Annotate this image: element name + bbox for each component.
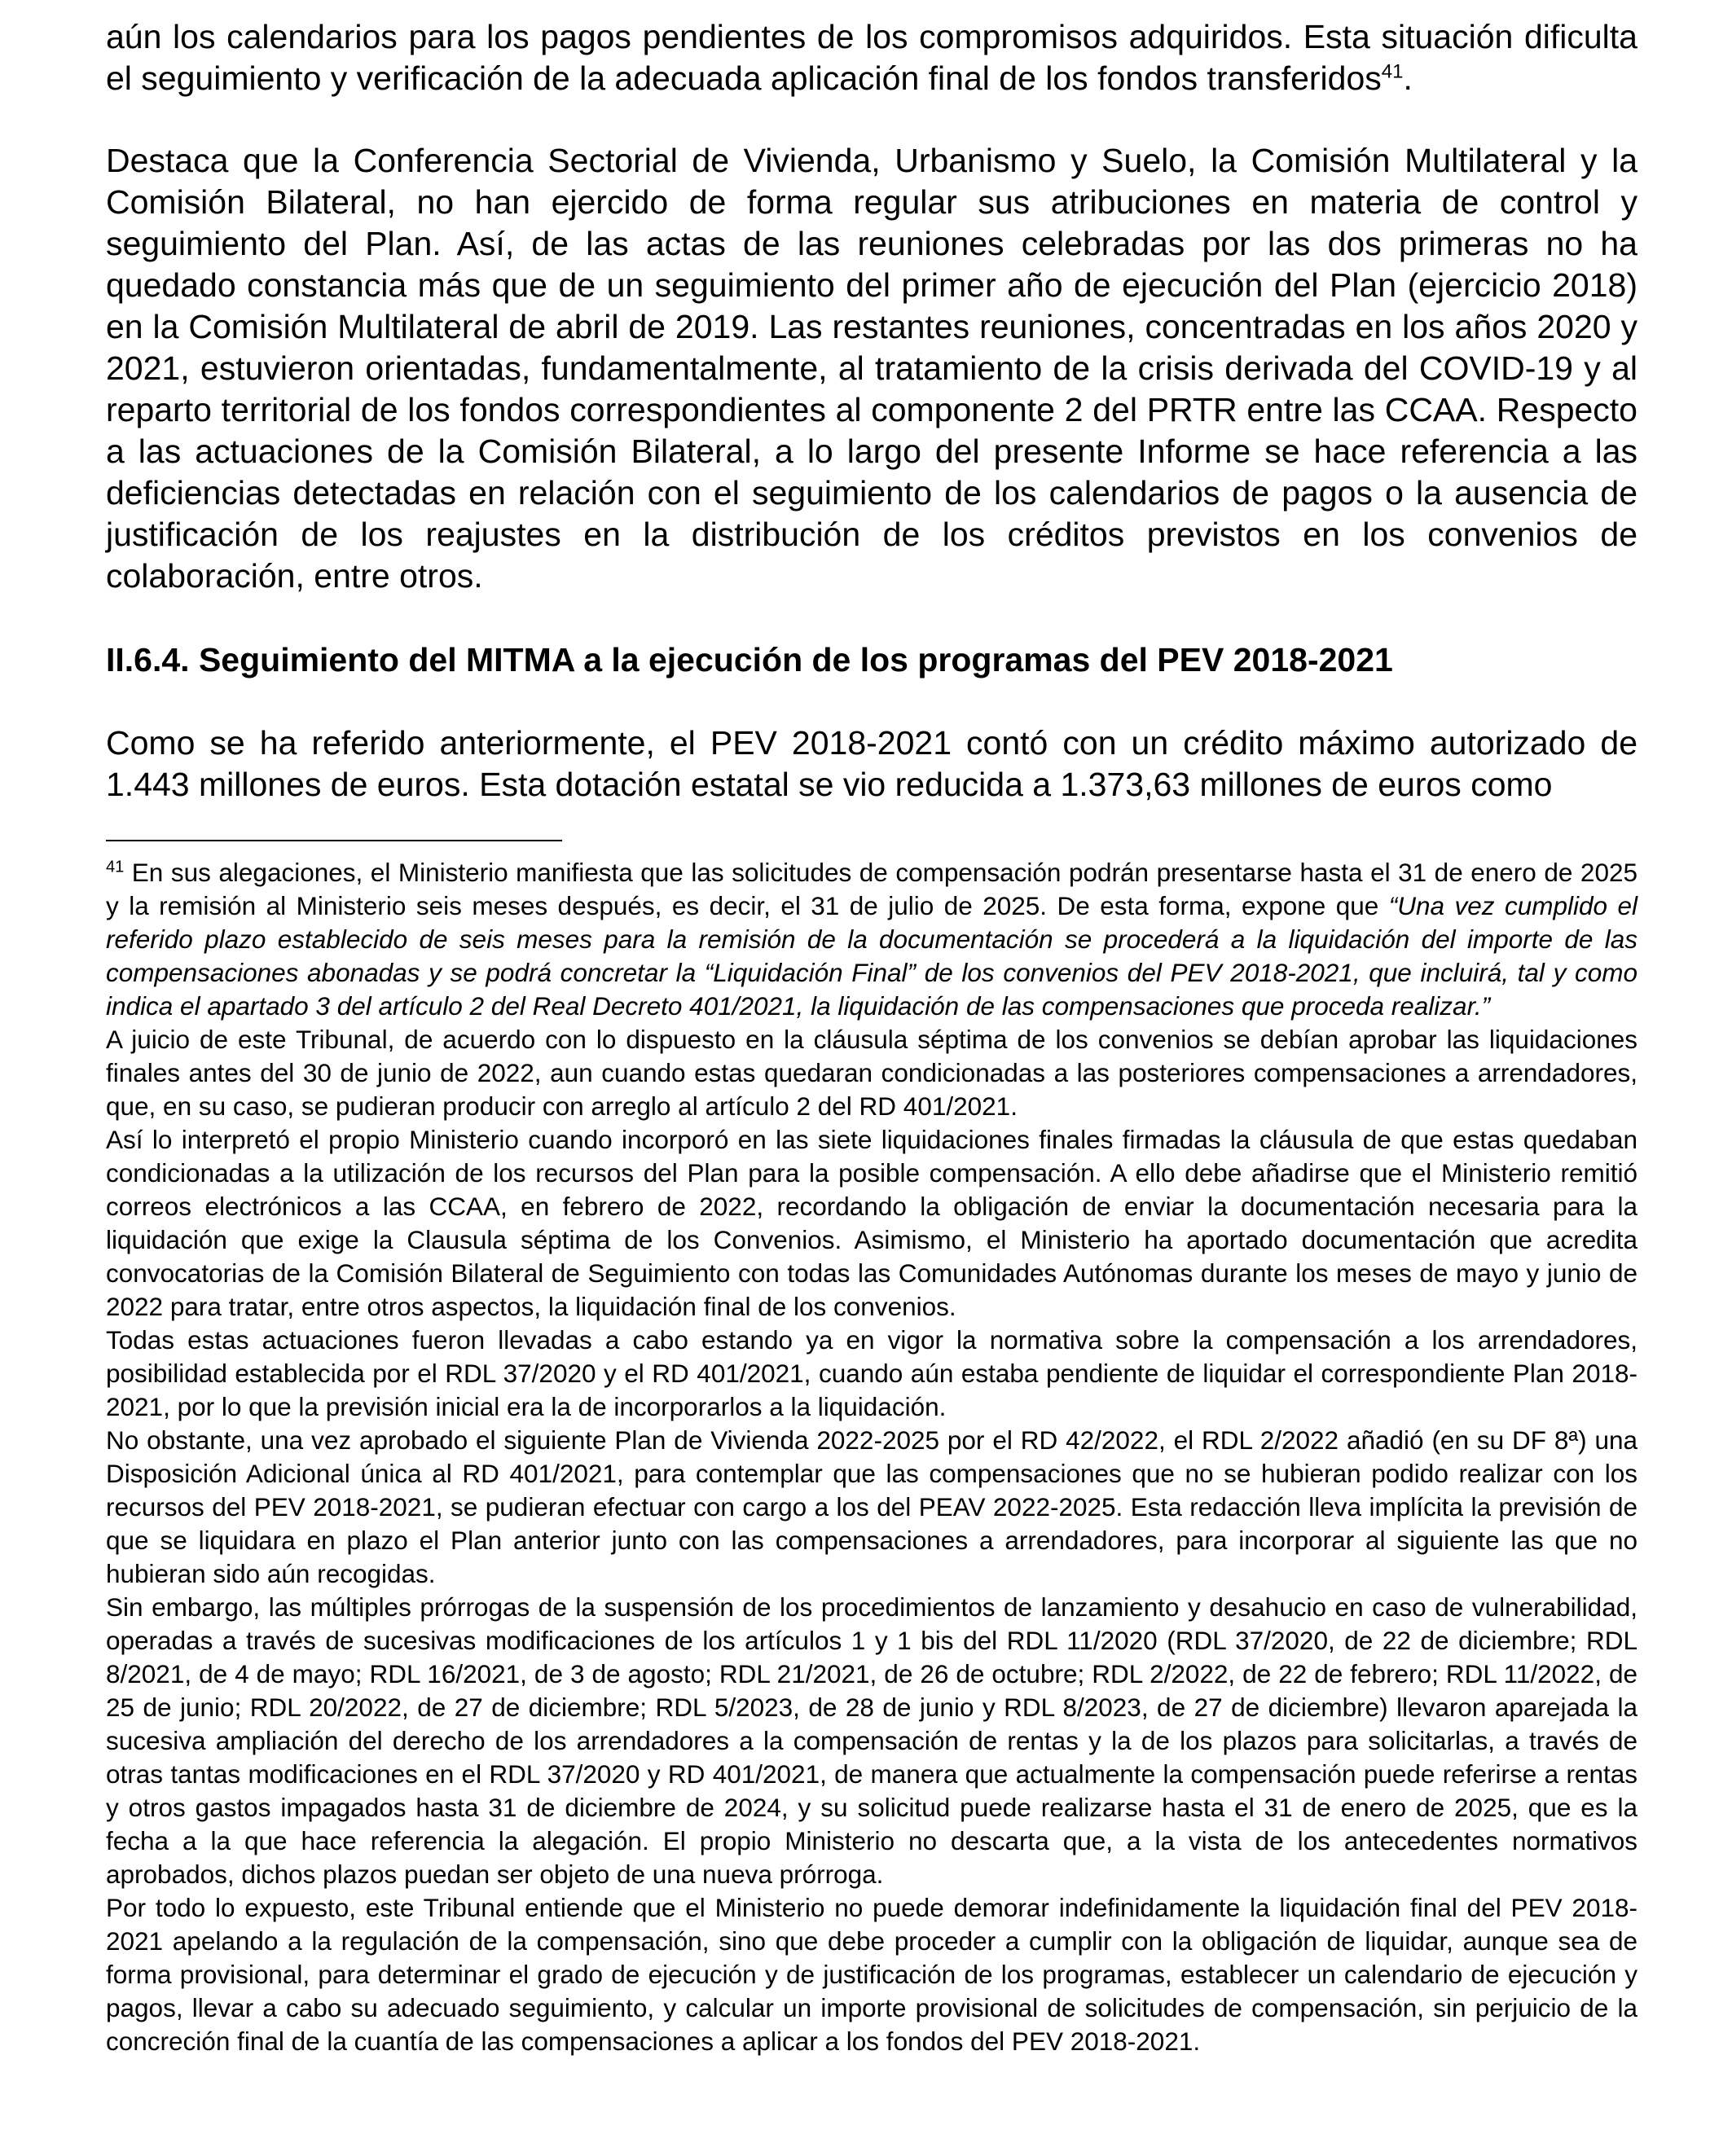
- body-paragraph-3: Como se ha referido anteriormente, el PEV 2018-2021 contó con un crédito máximo autorizado de 1.443 millones de euros. Esta dotación estatal se vio reducida a 1.373,63 millones de euros como: [106, 724, 1637, 803]
- footnote-paragraph-1: [106, 856, 1637, 1023]
- footnote-paragraph-3: Así lo interpretó el propio Ministerio cuando incorporó en las siete liquidaciones finales firmadas la cláusula de que estas quedaban condicionadas a la utilización de los recursos del Plan para la posible compensación. A ello debe añadirse que el Ministerio remitió correos electrónicos a las CCAA, en febrero de 2022, recordando la obligación de enviar la documentación necesaria para la liquidación que exige la Clausula séptima de los Convenios. Asimismo, el Ministerio ha aportado documentación que acredita convocatorias de la Comisión Bilateral de Seguimiento con todas las Comunidades Autónomas durante los meses de mayo y junio de 2022 para tratar, entre otros aspectos, la liquidación final de los convenios.: [106, 1125, 1637, 1321]
- footnote-quote: “Una vez cumplido el referido plazo establecido de seis meses para la remisión de la documentación se procederá a la liquidación del importe de las compensaciones abonadas y se podrá concretar la “Liquidación Final” de los convenios del PEV 2018-2021, que incluirá, tal y como indica el apartado 3 del artículo 2 del Real Decreto 401/2021, la liquidación de las compensaciones que proceda realizar.”: [106, 891, 1637, 1021]
- footnote-reference-41[interactable]: 41: [1381, 60, 1404, 83]
- body-paragraph-1-text: aún los calendarios para los pagos pendientes de los compromisos adquiridos. Esta situación dificulta el seguimiento y verificación de la adecuada aplicación final de los fondos transferidos: [106, 18, 1637, 97]
- footnote-paragraph-7: Por todo lo expuesto, este Tribunal entiende que el Ministerio no puede demorar indefinidamente la liquidación final del PEV 2018-2021 apelando a la regulación de la compensación, sino que debe proceder a cumplir con la obligación de liquidar, aunque sea de forma provisional, para determinar el grado de ejecución y de justificación de los programas, establecer un calendario de ejecución y pagos, llevar a cabo su adecuado seguimiento, y calcular un importe provisional de solicitudes de compensación, sin perjuicio de la concreción final de la cuantía de las compensaciones a aplicar a los fondos del PEV 2018-2021.: [106, 1893, 1637, 2056]
- footnote-paragraph-2: A juicio de este Tribunal, de acuerdo con lo dispuesto en la cláusula séptima de los convenios se debían aprobar las liquidaciones finales antes del 30 de junio de 2022, aun cuando estas quedaran condicionadas a las posteriores compensaciones a arrendadores, que, en su caso, se pudieran producir con arreglo al artículo 2 del RD 401/2021.: [106, 1025, 1637, 1121]
- footnote-number: 41: [106, 858, 125, 876]
- footnote-intro: En sus alegaciones, el Ministerio manifiesta que las solicitudes de compensación podrán presentarse hasta el 31 de enero de 2025 y la remisión al Ministerio seis meses después, es decir, el 31 de julio de 2025. De esta forma, expone que: [106, 858, 1637, 920]
- body-paragraph-2: Destaca que la Conferencia Sectorial de Vivienda, Urbanismo y Suelo, la Comisión Multilateral y la Comisión Bilateral, no han ejercido de forma regular sus atribuciones en materia de control y seguimiento del Plan. Así, de las actas de las reuniones celebradas por las dos primeras no ha quedado constancia más que de un seguimiento del primer año de ejecución del Plan (ejercicio 2018) en la Comisión Multilateral de abril de 2019. Las restantes reuniones, concentradas en los años 2020 y 2021, estuvieron orientadas, fundamentalmente, al tratamiento de la crisis derivada del COVID-19 y al reparto territorial de los fondos correspondientes al componente 2 del PRTR entre las CCAA. Respecto a las actuaciones de la Comisión Bilateral, a lo largo del presente Informe se hace referencia a las deficiencias detectadas en relación con el seguimiento de los calendarios de pagos o la ausencia de justificación de los reajustes en la distribución de los créditos previstos en los convenios de colaboración, entre otros.: [106, 142, 1637, 595]
- footnote-paragraph-6: Sin embargo, las múltiples prórrogas de la suspensión de los procedimientos de lanzamiento y desahucio en caso de vulnerabilidad, operadas a través de sucesivas modificaciones de los artículos 1 y 1 bis del RDL 11/2020 (RDL 37/2020, de 22 de diciembre; RDL 8/2021, de 4 de mayo; RDL 16/2021, de 3 de agosto; RDL 21/2021, de 26 de octubre; RDL 2/2022, de 22 de febrero; RDL 11/2022, de 25 de junio; RDL 20/2022, de 27 de diciembre; RDL 5/2023, de 28 de junio y RDL 8/2023, de 27 de diciembre) llevaron aparejada la sucesiva ampliación del derecho de los arrendadores a la compensación de rentas y la de los plazos para solicitarlas, a través de otras tantas modificaciones en el RDL 37/2020 y RD 401/2021, de manera que actualmente la compensación puede referirse a rentas y otros gastos impagados hasta 31 de diciembre de 2024, y su solicitud puede realizarse hasta el 31 de enero de 2025, que es la fecha a la que hace referencia la alegación. El propio Ministerio no descarta que, a la vista de los antecedentes normativos aprobados, dichos plazos puedan ser objeto de una nueva prórroga.: [106, 1592, 1637, 1889]
- section-heading: II.6.4. Seguimiento del MITMA a la ejecución de los programas del PEV 2018-2021: [106, 641, 1393, 678]
- footnote-41: [106, 856, 1637, 2058]
- footnote-paragraph-5: No obstante, una vez aprobado el siguiente Plan de Vivienda 2022-2025 por el RD 42/2022, el RDL 2/2022 añadió (en su DF 8ª) una Disposición Adicional única al RD 401/2021, para contemplar que las compensaciones que no se hubieran podido realizar con los recursos del PEV 2018-2021, se pudieran efectuar con cargo a los del PEAV 2022-2025. Esta redacción lleva implícita la previsión de que se liquidara en plazo el Plan anterior junto con las compensaciones a arrendadores, para incorporar al siguiente las que no hubieran sido aún recogidas.: [106, 1425, 1637, 1588]
- body-paragraph-1: [106, 16, 1637, 99]
- footnote-separator: [106, 840, 562, 841]
- document-page: [106, 16, 1637, 2058]
- body-paragraph-1-end: .: [1403, 59, 1413, 97]
- footnote-paragraph-4: Todas estas actuaciones fueron llevadas a cabo estando ya en vigor la normativa sobre la compensación a los arrendadores, posibilidad establecida por el RDL 37/2020 y el RD 401/2021, cuando aún estaba pendiente de liquidar el correspondiente Plan 2018-2021, por lo que la previsión inicial era la de incorporarlos a la liquidación.: [106, 1325, 1637, 1421]
